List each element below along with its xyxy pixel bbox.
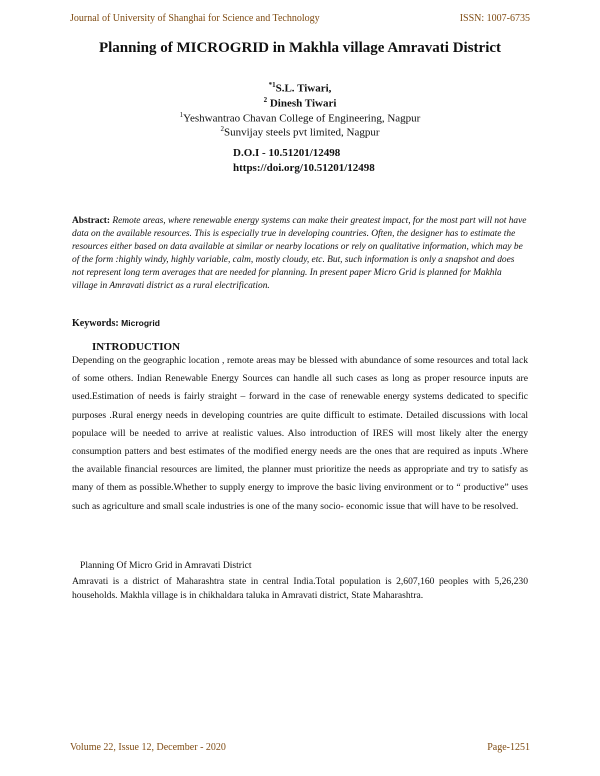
author-1-sup: *1: [268, 81, 276, 89]
affiliation-1-text: Yeshwantrao Chavan College of Engineering, Nagpur: [183, 112, 421, 125]
volume-info: Volume 22, Issue 12, December - 2020: [70, 742, 226, 753]
abstract-label: Abstract:: [72, 216, 111, 226]
abstract-text: Remote areas, where renewable energy systems can make their greatest impact, for the most part will not have data on the available resources. This is especially true in developing countries. Often, the designer has to estimate the resources either based on data available at similar or nearby locations or rely on qualitative information, which may be of the form :highly windy, highly variable, calm, mostly cloudy, etc. But, such information is only a snapshot and does not represent long term averages that are needed for planning. In present paper Micro Grid is planned for Makhla village in Amravati district as a rural electrification.: [72, 216, 527, 291]
doi-link[interactable]: https://doi.org/10.51201/12498: [233, 162, 375, 174]
affiliation-1-sup: 1: [179, 111, 184, 119]
affiliation-2: [0, 125, 600, 139]
paper-title: Planning of MICROGRID in Makhla village Amravati District: [98, 40, 502, 56]
author-2: [0, 96, 600, 110]
author-1: [0, 81, 600, 95]
keywords: [72, 318, 160, 329]
affiliation-1: [0, 111, 600, 125]
subsection-heading: Planning Of Micro Grid in Amravati District: [80, 560, 252, 571]
affiliation-2-text: Sunvijay steels pvt limited, Nagpur: [223, 126, 380, 139]
introduction-text: Depending on the geographic location , remote areas may be blessed with abundance of some resources and total lack of some others. Indian Renewable Energy Sources can handle all such cases as long as proper resource inputs are used.Estimation of needs is fairly straight – forward in the case of renewable energy systems dedicated to specific purposes .Rural energy needs in developing countries are quite difficult to estimate. Detailed discussions with local populace will be needed to arrive at realistic values. Also introduction of IRES will most likely alter the energy consumption patters and best estimates of the modified energy needs are the ones that are required as inputs .Where the available financial resources are limited, the planner must prioritize the needs as appropriate and try to satisfy as many of them as possible.Whether to supply energy to improve the basic living environment or to “ productive” uses such as agriculture and small scale industries is one of the many socio- economic issue that will have to be resolved.: [72, 355, 528, 512]
keywords-label: Keywords:: [72, 318, 119, 329]
running-header: [70, 13, 530, 24]
page-number: Page-1251: [487, 742, 530, 753]
journal-name: Journal of University of Shanghai for Science and Technology: [70, 13, 320, 24]
keywords-value: Microgrid: [121, 318, 160, 328]
author-2-sup: 2: [263, 96, 268, 104]
author-2-name: Dinesh Tiwari: [269, 97, 337, 110]
affiliation-2-sup: 2: [220, 125, 224, 133]
author-1-name: S.L. Tiwari,: [275, 82, 332, 95]
doi-label: D.O.I - 10.51201/12498: [233, 147, 341, 159]
introduction-heading: INTRODUCTION: [92, 341, 181, 353]
issn: ISSN: 1007-6735: [459, 13, 530, 24]
abstract: [72, 215, 528, 293]
subsection-text: Amravati is a district of Maharashtra state in central India.Total population is 2,607,160 peoples with 5,26,230 households. Makhla village is in chikhaldara taluka in Amravati district, State Maharashtra.: [72, 576, 528, 601]
running-footer: [70, 742, 530, 753]
